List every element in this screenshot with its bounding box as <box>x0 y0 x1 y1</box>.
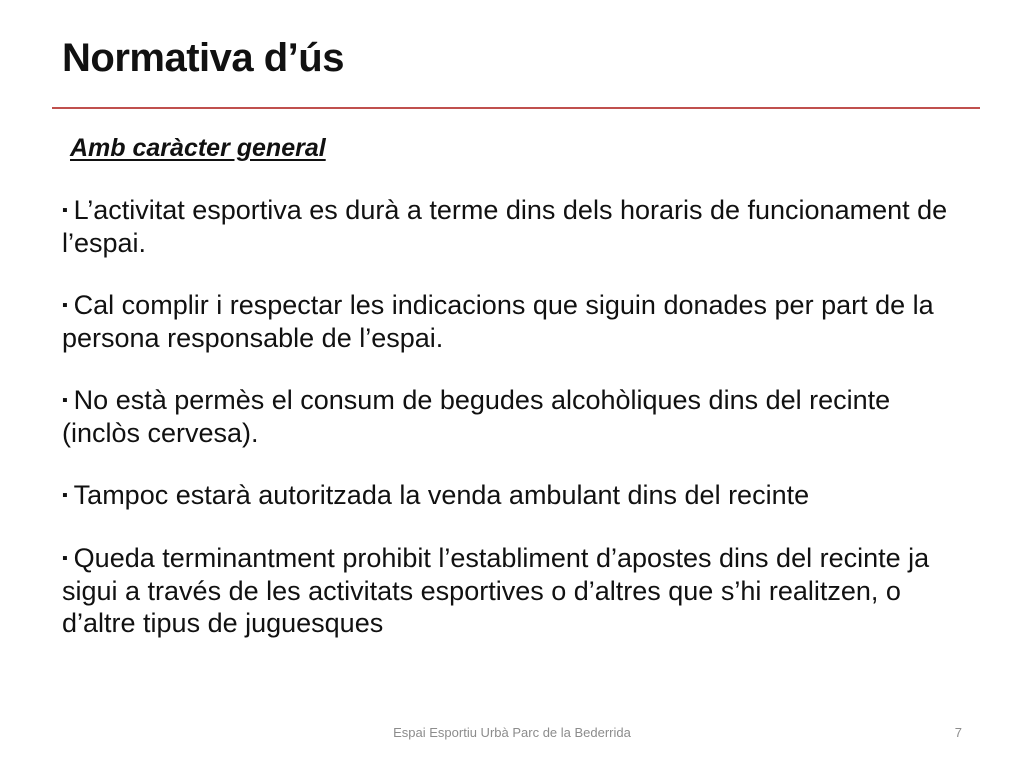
slide-title: Normativa d’ús <box>62 36 344 80</box>
bullet-item <box>62 542 967 639</box>
page-number: 7 <box>954 725 962 740</box>
bullet-text: No està permès el consum de begudes alcohòliques dins del recinte (inclòs cervesa). <box>62 385 891 448</box>
bullet-item <box>62 384 967 449</box>
bullet-text: L’activitat esportiva es durà a terme dins dels horaris de funcionament de l’espai. <box>62 195 948 258</box>
footer-title: Espai Esportiu Urbà Parc de la Bederrida <box>393 725 631 740</box>
bullet-item <box>62 194 967 259</box>
square-bullet-icon: ▪ <box>62 550 68 567</box>
bullet-text: Tampoc estarà autoritzada la venda ambulant dins del recinte <box>73 480 810 510</box>
bullet-list <box>62 194 967 669</box>
bullet-text: Queda terminantment prohibit l’establiment d’apostes dins del recinte ja sigui a través de les activitats esportives o d’altres que s’hi realitzen, o d’altre tipus de juguesques <box>62 543 930 638</box>
square-bullet-icon: ▪ <box>62 297 68 314</box>
section-subheading: Amb caràcter general <box>70 134 326 162</box>
bullet-text: Cal complir i respectar les indicacions que siguin donades per part de la persona responsable de l’espai. <box>62 290 934 353</box>
square-bullet-icon: ▪ <box>62 487 68 504</box>
bullet-item <box>62 289 967 354</box>
square-bullet-icon: ▪ <box>62 202 68 219</box>
title-divider <box>52 107 980 109</box>
bullet-item <box>62 479 967 512</box>
square-bullet-icon: ▪ <box>62 392 68 409</box>
